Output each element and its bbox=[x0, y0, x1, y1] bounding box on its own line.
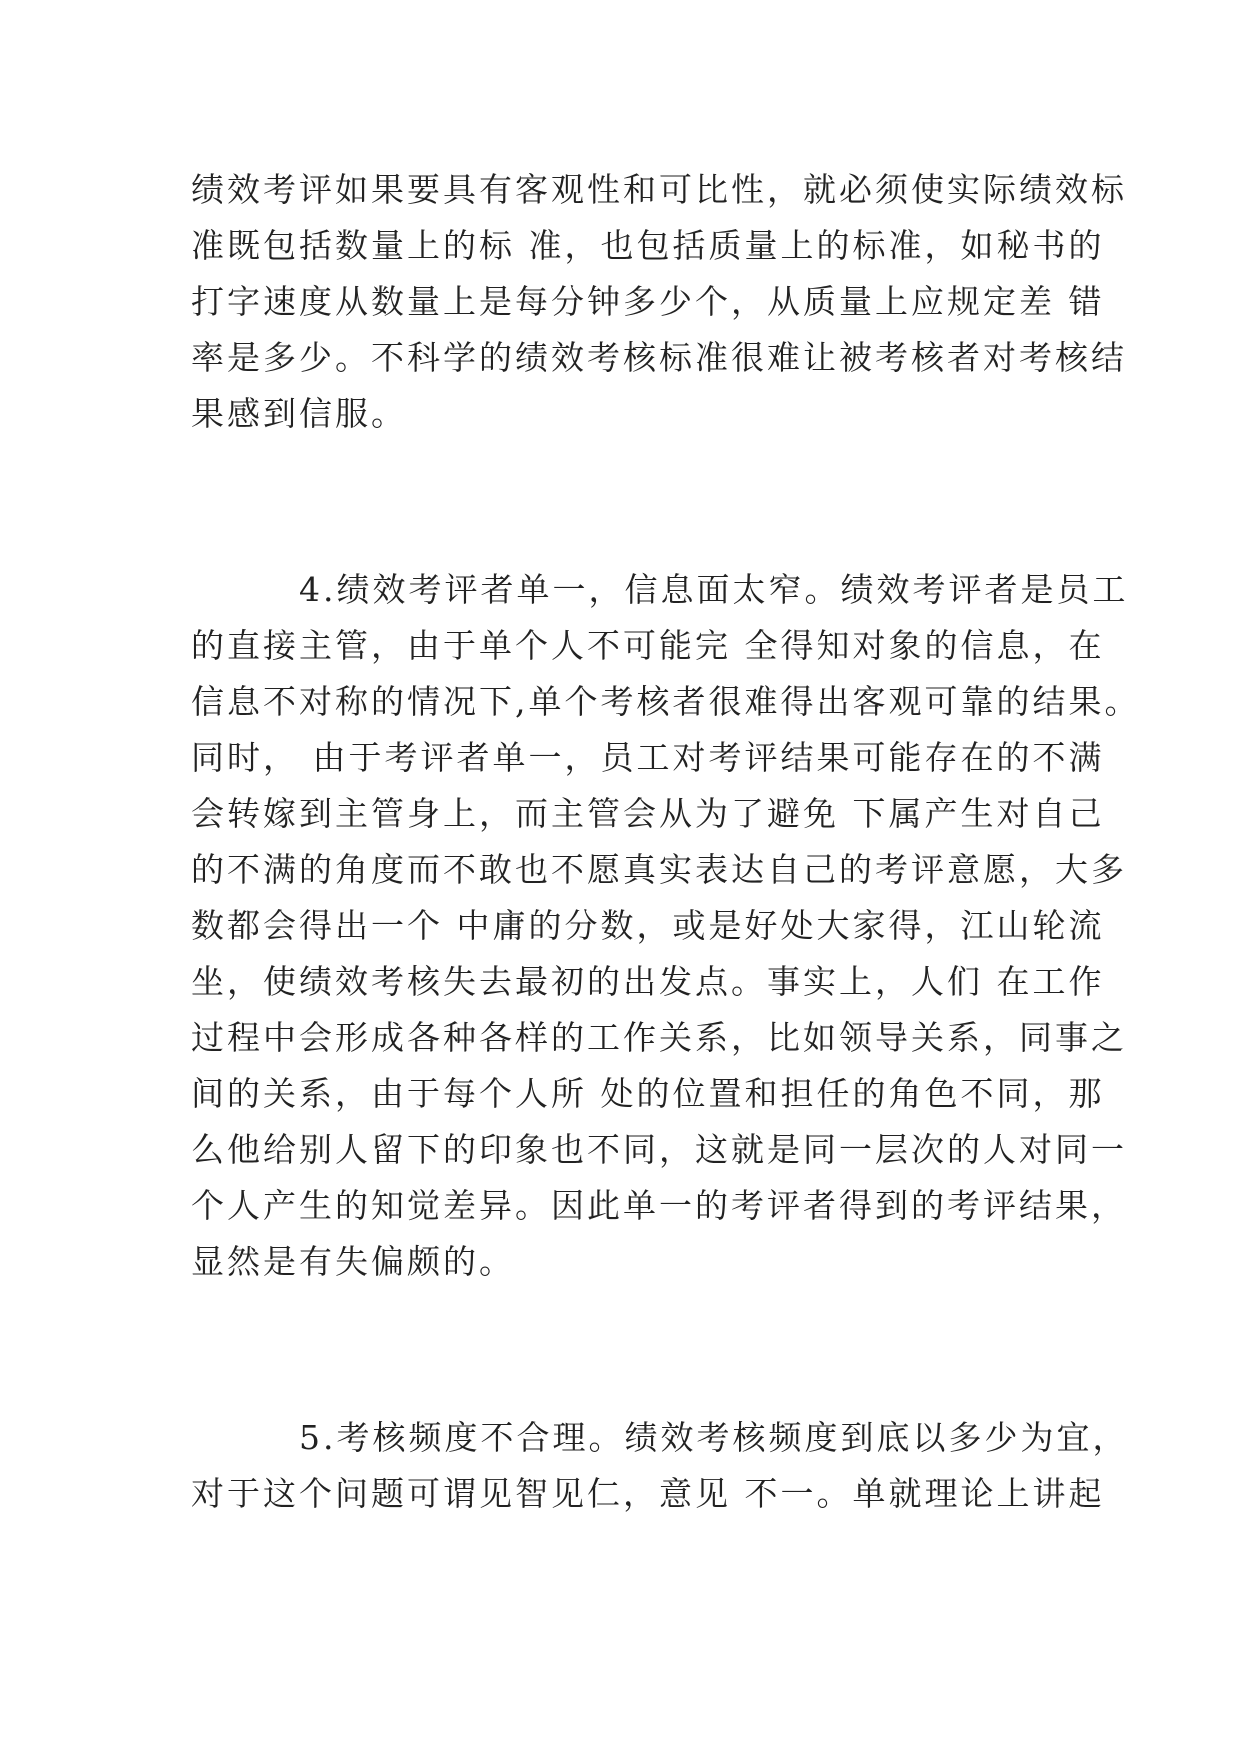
paragraph-line: 的不满的角度而不敢也不愿真实表达自己的考评意愿，大多 bbox=[191, 850, 1127, 889]
paragraph-line: 打字速度从数量上是每分钟多少个，从质量上应规定差 错 bbox=[191, 282, 1105, 321]
paragraph-line: 坐，使绩效考核失去最初的出发点。事实上，人们 在工作 bbox=[191, 962, 1105, 1001]
paragraph-line: 么他给别人留下的印象也不同，这就是同一层次的人对同一 bbox=[191, 1130, 1127, 1169]
paragraph-line: 信息不对称的情况下,单个考核者很难得出客观可靠的结果。 bbox=[191, 682, 1141, 721]
paragraph-line: 显然是有失偏颇的。 bbox=[191, 1242, 515, 1281]
paragraph-line: 4.绩效考评者单一，信息面太窄。绩效考评者是员工 bbox=[299, 570, 1129, 609]
paragraph-line: 过程中会形成各种各样的工作关系，比如领导关系，同事之 bbox=[191, 1018, 1127, 1057]
paragraph-line: 绩效考评如果要具有客观性和可比性，就必须使实际绩效标 bbox=[191, 170, 1127, 209]
paragraph-line: 准既包括数量上的标 准，也包括质量上的标准，如秘书的 bbox=[191, 226, 1105, 265]
paragraph-line: 对于这个问题可谓见智见仁，意见 不一。单就理论上讲起 bbox=[191, 1474, 1105, 1513]
paragraph-line: 5.考核频度不合理。绩效考核频度到底以多少为宜， bbox=[299, 1418, 1129, 1457]
paragraph-line: 会转嫁到主管身上，而主管会从为了避免 下属产生对自己 bbox=[191, 794, 1105, 833]
paragraph-line: 率是多少。不科学的绩效考核标准很难让被考核者对考核结 bbox=[191, 338, 1127, 377]
paragraph-line: 个人产生的知觉差异。因此单一的考评者得到的考评结果， bbox=[191, 1186, 1127, 1225]
paragraph-line: 的直接主管，由于单个人不可能完 全得知对象的信息，在 bbox=[191, 626, 1105, 665]
paragraph-line: 果感到信服。 bbox=[191, 394, 407, 433]
paragraph-line: 数都会得出一个 中庸的分数，或是好处大家得，江山轮流 bbox=[191, 906, 1105, 945]
paragraph-line: 同时， 由于考评者单一，员工对考评结果可能存在的不满 bbox=[191, 738, 1105, 777]
paragraph-line: 间的关系，由于每个人所 处的位置和担任的角色不同，那 bbox=[191, 1074, 1105, 1113]
